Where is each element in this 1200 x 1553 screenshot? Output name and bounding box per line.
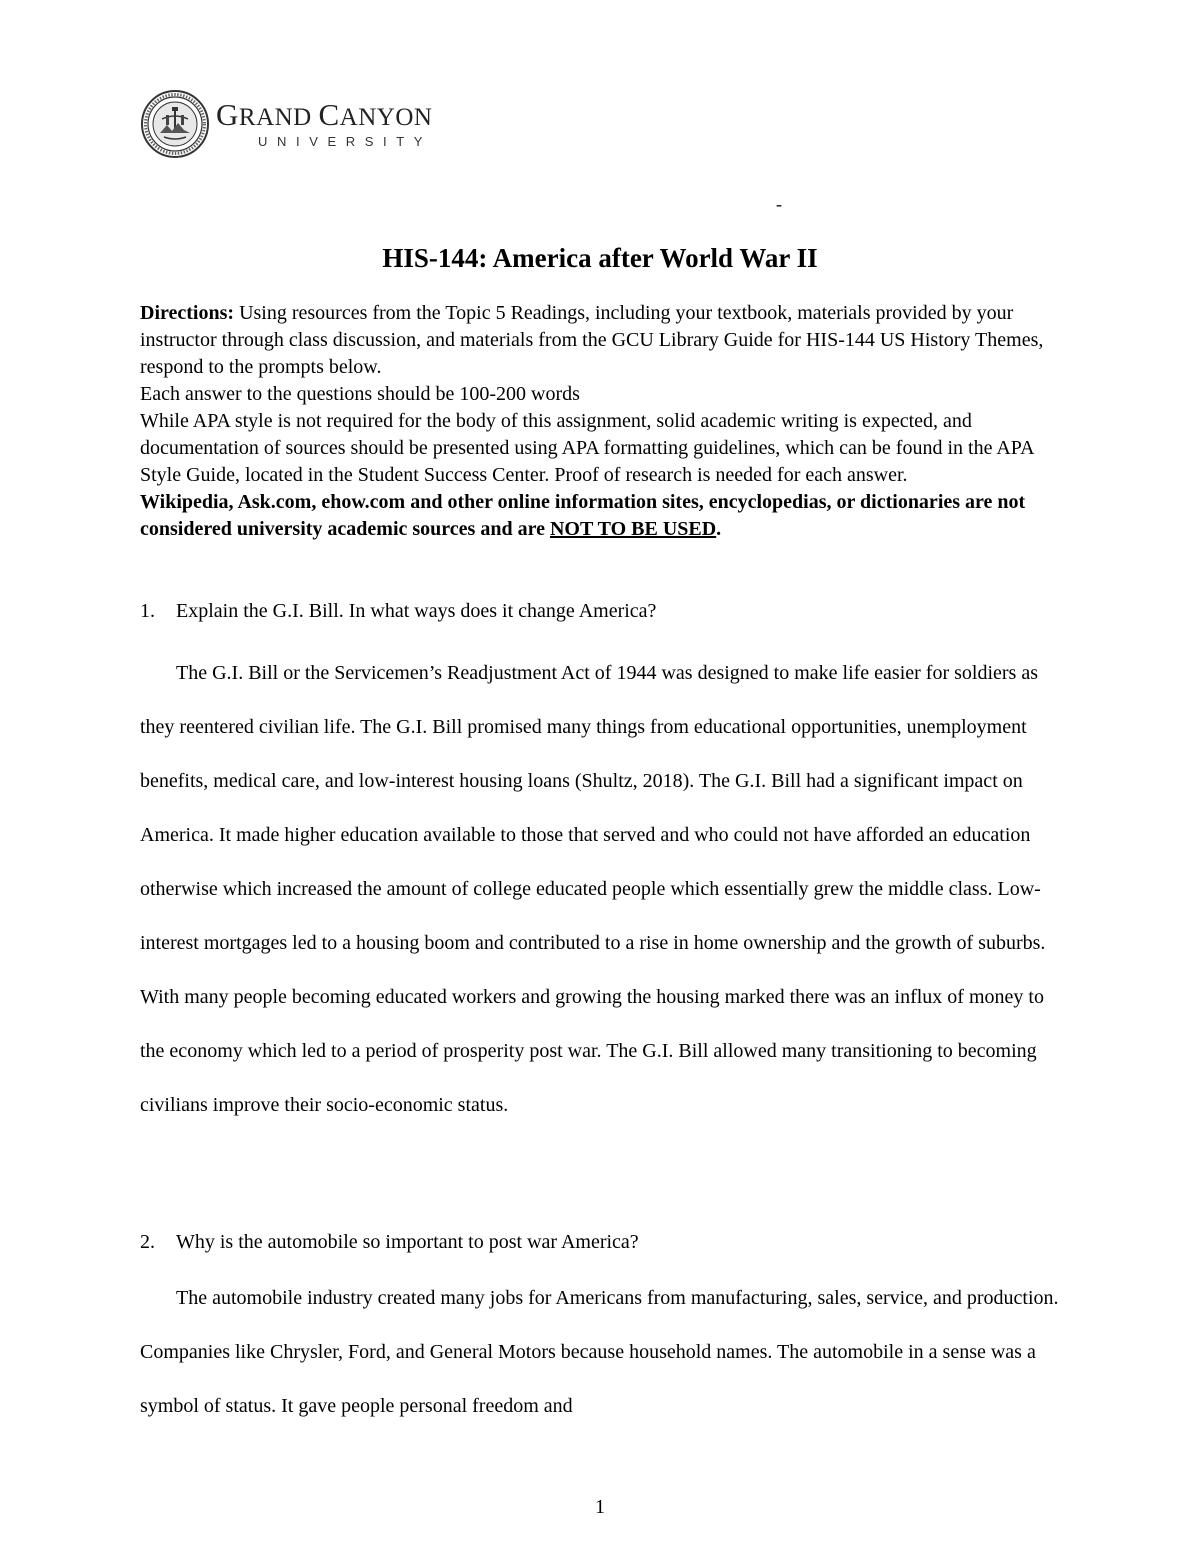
question-1 xyxy=(140,598,656,625)
wordmark-name: GRAND CANYON xyxy=(216,96,433,132)
directions-text: Using resources from the Topic 5 Readings, including your textbook, materials provided by your instructor through class discussion, and materials from the GCU Library Guide for HIS-144 US History Themes, respond to the prompts below. xyxy=(140,302,1044,378)
answer-2 xyxy=(140,1271,1070,1433)
header-dash: - xyxy=(776,194,782,214)
document-title: HIS-144: America after World War II xyxy=(382,243,818,273)
university-wordmark xyxy=(216,96,433,150)
directions-label: Directions: xyxy=(140,302,235,324)
apa-instruction: While APA style is not required for the body of this assignment, solid academic writing is expected, and documentation of sources should be presented using APA formatting guidelines, which can be found in the APA Style Guide, located in the Student Success Center. Proof of research is needed for each answer. xyxy=(140,410,1034,486)
answer-text: The automobile industry created many jobs for Americans from manufacturing, sales, service, and production. Companies like Chrysler, Ford, and General Motors because household names. The automobile in a sense was a symbol of status. It gave people personal freedom and xyxy=(140,1287,1059,1417)
word-count-instruction: Each answer to the questions should be 100-200 words xyxy=(140,383,580,405)
question-text: Explain the G.I. Bill. In what ways does it change America? xyxy=(176,600,657,622)
sources-warning: Wikipedia, Ask.com, ehow.com and other online information sites, encyclopedias, or dictionaries are not considered university academic sources and are NOT TO BE USED. xyxy=(140,491,1026,540)
university-seal-icon xyxy=(140,89,210,159)
wordmark-university: UNIVERSITY xyxy=(258,133,433,149)
question-text: Why is the automobile so important to post war America? xyxy=(176,1231,639,1253)
answer-text: The G.I. Bill or the Servicemen’s Readjustment Act of 1944 was designed to make life easier for soldiers as they reentered civilian life. The G.I. Bill promised many things from educational opportunities, unemployment benefits, medical care, and low-interest housing loans (Shultz, 2018). The G.I. Bill had a significant impact on America. It made higher education available to those that served and who could not have afforded an education otherwise which increased the amount of college educated people which essentially grew the middle class. Low-interest mortgages led to a housing boom and contributed to a rise in home ownership and the growth of suburbs. With many people becoming educated workers and growing the housing marked there was an influx of money to the economy which led to a period of prosperity post war. The G.I. Bill allowed many transitioning to becoming civilians improve their socio-economic status. xyxy=(140,662,1046,1116)
answer-1 xyxy=(140,646,1070,1132)
question-number: 2. xyxy=(140,1231,155,1253)
directions-paragraph xyxy=(140,300,1070,381)
university-logo xyxy=(140,88,432,160)
question-2 xyxy=(140,1229,639,1256)
page-number: 1 xyxy=(595,1496,605,1518)
not-to-be-used-text: NOT TO BE USED xyxy=(549,518,717,540)
directions-block xyxy=(140,300,1070,543)
question-number: 1. xyxy=(140,600,155,622)
